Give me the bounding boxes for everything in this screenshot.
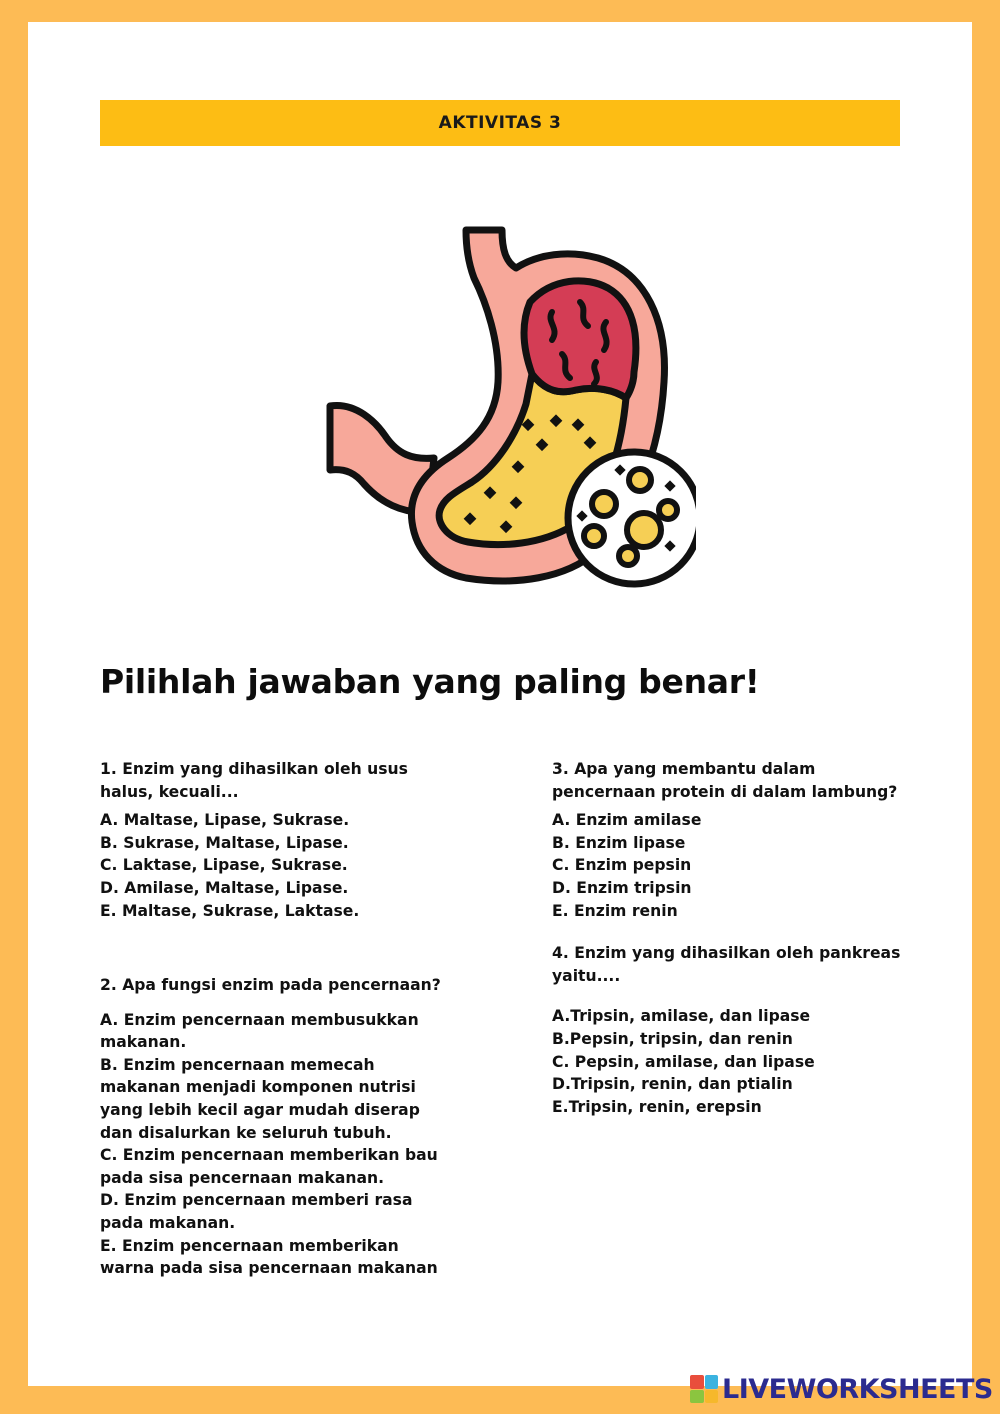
question-1-option-e[interactable]: E. Maltase, Sukrase, Laktase. — [100, 901, 360, 920]
activity-banner — [100, 100, 900, 146]
question-2-option-e[interactable]: E. Enzim pencernaan memberikan warna pada sisa pencernaan makanan — [100, 1236, 438, 1278]
liveworksheets-logo-icon — [690, 1375, 718, 1403]
question-3-text: 3. Apa yang membantu dalam pencernaan protein di dalam lambung? — [552, 760, 898, 801]
question-2-option-b[interactable]: B. Enzim pencernaan memecah makanan menjadi komponen nutrisi yang lebih kecil agar mudah diserap dan disalurkan ke seluruh tubuh. — [100, 1055, 420, 1142]
question-3-option-e[interactable]: E. Enzim renin — [552, 901, 678, 920]
question-1-option-c[interactable]: C. Laktase, Lipase, Sukrase. — [100, 856, 348, 875]
question-1-text: 1. Enzim yang dihasilkan oleh usus halus, kecuali... — [100, 760, 408, 801]
liveworksheets-watermark[interactable] — [690, 1373, 993, 1405]
question-4-option-d[interactable]: D.Tripsin, renin, dan ptialin — [552, 1075, 793, 1094]
question-1-option-b[interactable]: B. Sukrase, Maltase, Lipase. — [100, 833, 349, 852]
question-3-option-c[interactable]: C. Enzim pepsin — [552, 856, 692, 875]
watermark-text: LIVEWORKSHEETS — [722, 1373, 993, 1405]
question-4-option-c[interactable]: C. Pepsin, amilase, dan lipase — [552, 1052, 815, 1071]
question-3-options — [552, 809, 912, 922]
question-2-text: 2. Apa fungsi enzim pada pencernaan? — [100, 976, 441, 994]
question-3-option-a[interactable]: A. Enzim amilase — [552, 811, 702, 830]
question-2-option-a[interactable]: A. Enzim pencernaan membusukkan makanan. — [100, 1010, 419, 1052]
question-4-text: 4. Enzim yang dihasilkan oleh pankreas yaitu.... — [552, 944, 901, 985]
question-1-options — [100, 809, 470, 922]
question-1-option-d[interactable]: D. Amilase, Maltase, Lipase. — [100, 878, 349, 897]
question-3-option-d[interactable]: D. Enzim tripsin — [552, 878, 692, 897]
question-3-option-b[interactable]: B. Enzim lipase — [552, 833, 686, 852]
food-mass-shape — [524, 281, 636, 398]
page-heading: Pilihlah jawaban yang paling benar! — [100, 662, 760, 701]
magnifier-icon — [568, 452, 696, 584]
right-column — [552, 758, 912, 1118]
question-4-option-b[interactable]: B.Pepsin, tripsin, dan renin — [552, 1029, 793, 1048]
activity-title: AKTIVITAS 3 — [438, 113, 562, 133]
question-4-options — [552, 1005, 912, 1118]
worksheet-page — [28, 22, 972, 1386]
left-column-lower — [100, 974, 450, 1280]
stomach-icon — [316, 222, 696, 602]
question-4-option-e[interactable]: E.Tripsin, renin, erepsin — [552, 1097, 762, 1116]
question-2-option-d[interactable]: D. Enzim pencernaan memberi rasa pada makanan. — [100, 1191, 413, 1232]
question-2-option-c[interactable]: C. Enzim pencernaan memberikan bau pada sisa pencernaan makanan. — [100, 1146, 438, 1187]
question-4-option-a[interactable]: A.Tripsin, amilase, dan lipase — [552, 1007, 811, 1026]
left-column — [100, 758, 470, 922]
question-1-option-a[interactable]: A. Maltase, Lipase, Sukrase. — [100, 811, 350, 830]
question-2-options — [100, 1009, 450, 1280]
